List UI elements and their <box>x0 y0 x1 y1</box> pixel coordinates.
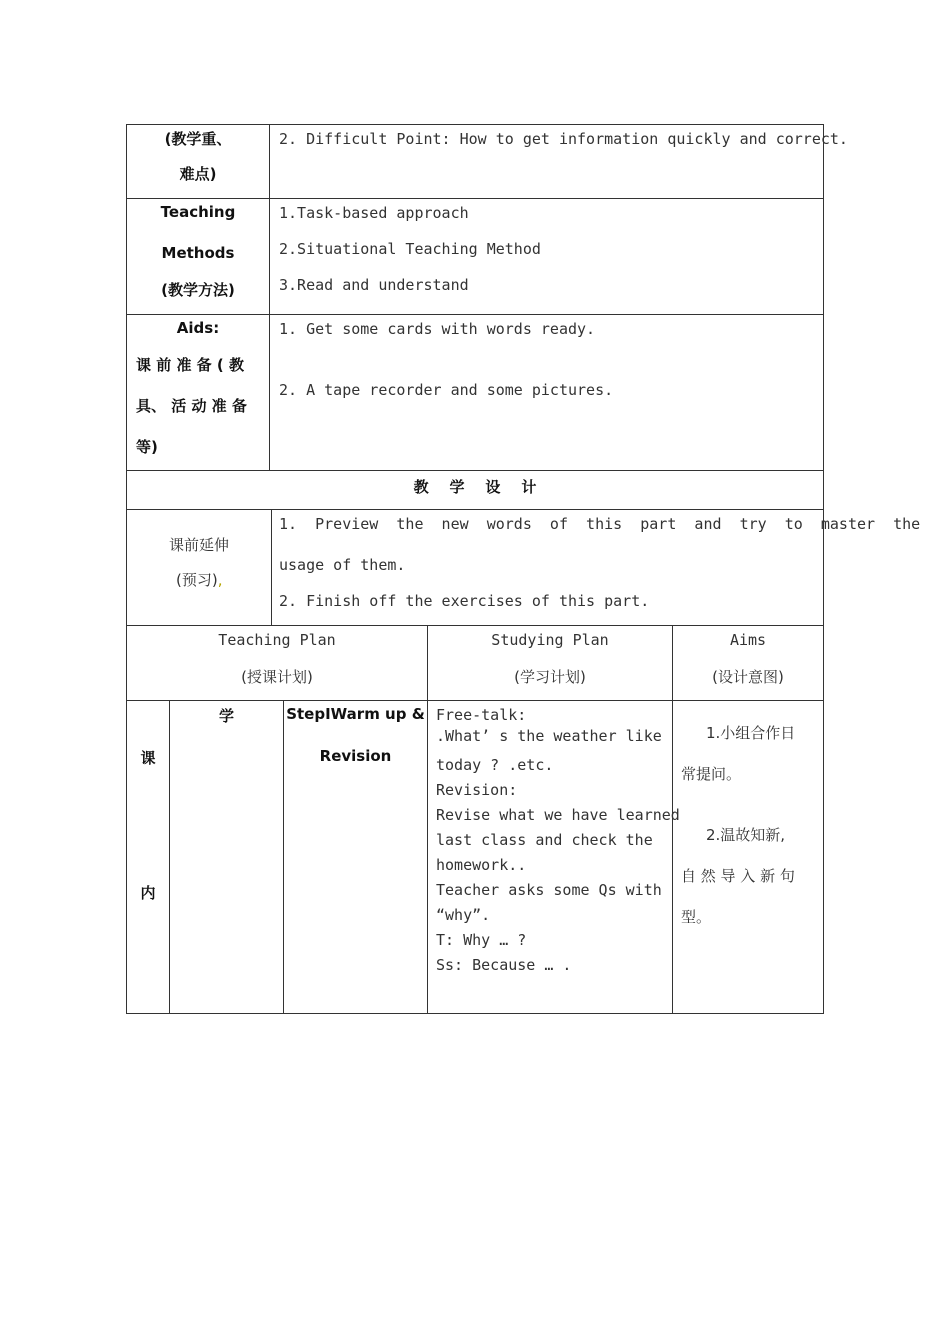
studying-line: T: Why … ? <box>436 931 527 949</box>
design-header: 教 学 设 计 <box>413 478 537 496</box>
studying-line: Revision: <box>436 781 518 799</box>
aims-line: 常提问。 <box>681 765 742 783</box>
studying-plan-header: Studying Plan <box>491 631 609 649</box>
studying-line: Free-talk: <box>436 706 527 724</box>
methods-label-line1: Teaching <box>160 203 236 221</box>
studying-line: “why”. <box>436 906 491 924</box>
preview-label-line2 <box>176 569 223 590</box>
lesson-col2: 学 <box>218 707 234 725</box>
aids-label-line2: 课 前 准 备 ( 教 <box>136 356 244 374</box>
teaching-plan-header: Teaching Plan <box>218 631 336 649</box>
preview-label-mark: , <box>217 571 223 589</box>
studying-plan-header-cn: (学习计划) <box>514 668 586 686</box>
lesson-col1-mid: 内 <box>140 884 156 902</box>
aids-label-line4: 等) <box>136 438 158 456</box>
aids-label-line1: Aids: <box>176 319 220 337</box>
preview-label-text: (预习) <box>176 571 218 589</box>
aids-item: 2. A tape recorder and some pictures. <box>279 381 614 399</box>
studying-line: today ? .etc. <box>436 756 554 774</box>
aims-line: 自 然 导 入 新 句 <box>681 867 795 885</box>
method-item: 1.Task-based approach <box>279 204 469 222</box>
studying-line: Revise what we have learned <box>436 806 680 824</box>
aids-item: 1. Get some cards with words ready. <box>279 320 596 338</box>
preview-label-line1: 课前延伸 <box>168 536 229 554</box>
aims-line: 2.温故知新, <box>706 826 786 844</box>
studying-line: last class and check the <box>436 831 653 849</box>
aims-header: Aims <box>729 631 767 649</box>
step-title-line2: Revision <box>319 747 392 765</box>
aids-label-line3: 具、 活 动 准 备 <box>136 397 247 415</box>
methods-label-line3: (教学方法) <box>161 281 235 299</box>
teaching-plan-header-cn: (授课计划) <box>241 668 313 686</box>
studying-line: .What’ s the weather like <box>436 727 662 745</box>
difficulty-label-line2: 难点) <box>179 165 217 183</box>
studying-line: Ss: Because … . <box>436 956 572 974</box>
studying-line: Teacher asks some Qs with <box>436 881 662 899</box>
studying-line: homework.. <box>436 856 527 874</box>
lesson-col1-top: 课 <box>140 749 156 767</box>
preview-line3: 2. Finish off the exercises of this part. <box>279 592 650 610</box>
aims-header-cn: (设计意图) <box>712 668 784 686</box>
preview-line1: 1. Preview the new words of this part and try to master the <box>279 515 921 533</box>
aims-line: 型。 <box>681 908 712 926</box>
difficulty-label-line1: (教学重、 <box>164 130 232 148</box>
step-title-line1: StepⅠWarm up & <box>286 705 425 723</box>
method-item: 3.Read and understand <box>279 276 469 294</box>
method-item: 2.Situational Teaching Method <box>279 240 541 258</box>
difficulty-text: 2. Difficult Point: How to get information quickly and correct. <box>279 130 848 148</box>
methods-label-line2: Methods <box>161 244 235 262</box>
aims-line: 1.小组合作日 <box>706 724 796 742</box>
preview-line2: usage of them. <box>279 556 406 574</box>
